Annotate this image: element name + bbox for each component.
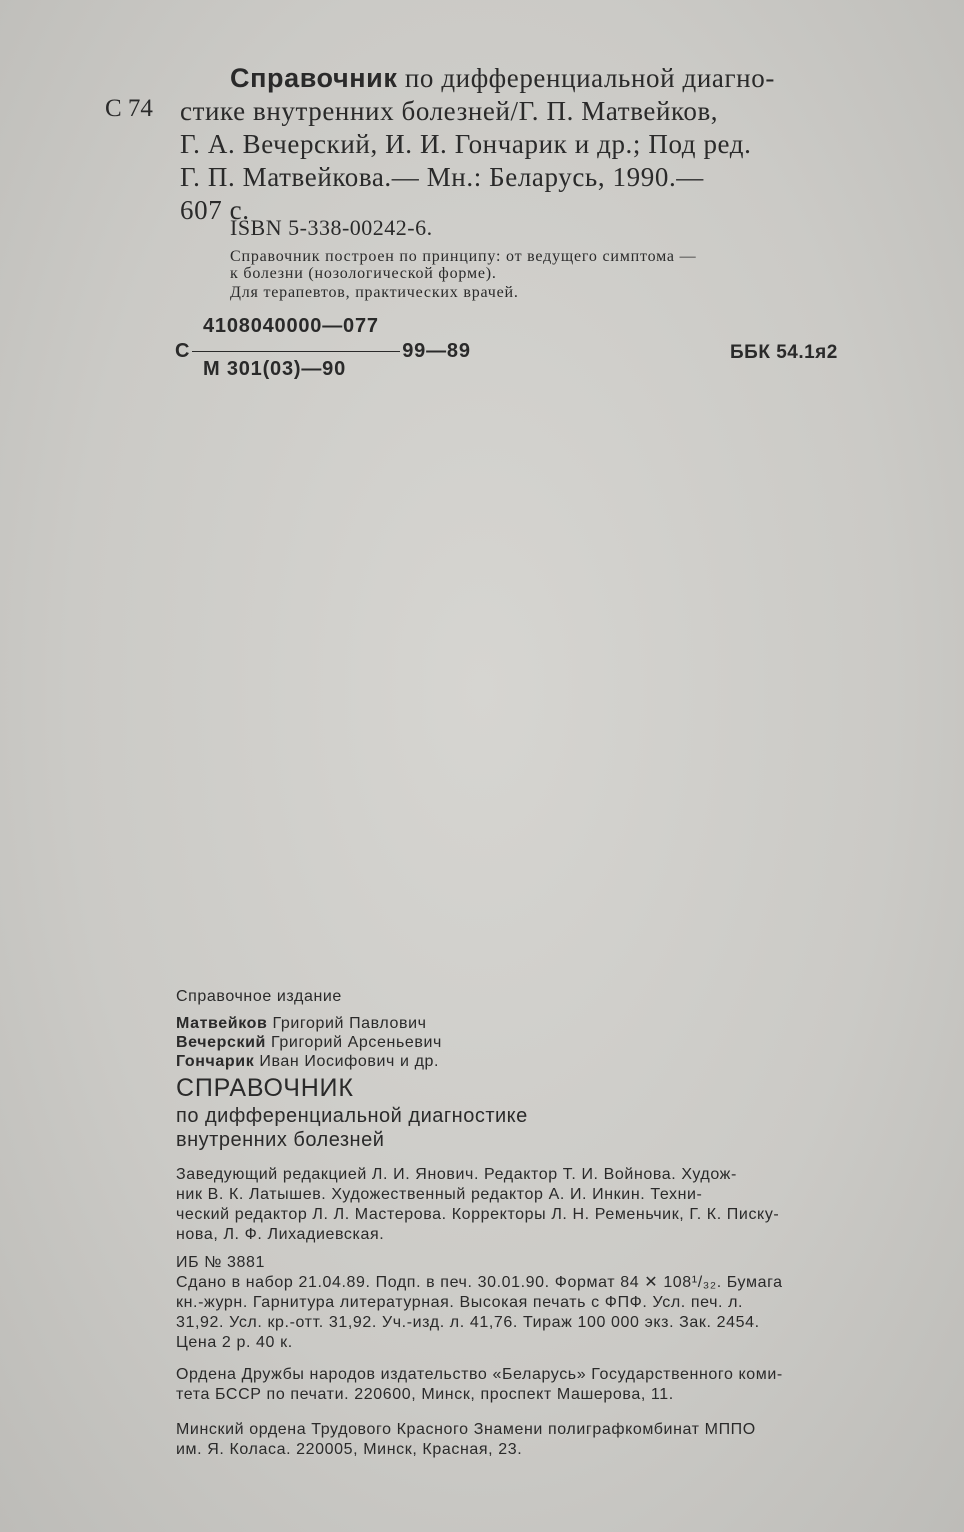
edition-type: Справочное издание — [176, 988, 342, 1005]
entry-line-2: стике внутренних болезней/Г. П. Матвейков, — [180, 96, 719, 126]
code-suffix: 99—89 — [402, 340, 471, 362]
entry-line-1 — [180, 62, 870, 95]
author-2-surname: Вечерский — [176, 1034, 266, 1051]
isbn: ISBN 5-338-00242-6. — [230, 215, 433, 240]
author-3-surname: Гончарик — [176, 1053, 255, 1070]
entry-line-5: 607 с. — [180, 195, 250, 225]
printer-info — [176, 1420, 886, 1460]
staff-line: нова, Л. Ф. Лихадиевская. — [176, 1226, 385, 1243]
bibliographic-entry — [180, 62, 870, 227]
print-line: 31,92. Усл. кр.-отт. 31,92. Уч.-изд. л. 41,76. Тираж 100 000 экз. Зак. 2454. — [176, 1314, 760, 1331]
catalog-number: С 74 — [105, 95, 153, 122]
print-info — [176, 1253, 886, 1353]
print-line: Сдано в набор 21.04.89. Подп. в печ. 30.01.90. Формат 84 ✕ 108¹/₃₂. Бумага — [176, 1274, 783, 1291]
annotation-line-1b: к болезни (нозологической форме). — [230, 265, 497, 282]
code-rule — [192, 351, 400, 352]
publisher-line: Ордена Дружбы народов издательство «Беларусь» Государственного коми- — [176, 1366, 783, 1383]
colophon-subtitle — [176, 1104, 528, 1152]
author-3 — [176, 1052, 439, 1072]
publisher-line: тета БССР по печати. 220600, Минск, проспект Машерова, 11. — [176, 1386, 674, 1403]
print-line: кн.-журн. Гарнитура литературная. Высокая печать с ФПФ. Усл. печ. л. — [176, 1294, 744, 1311]
entry-line-1-rest: по дифференциальной диагно- — [397, 63, 775, 93]
author-2-names: Григорий Арсеньевич — [266, 1034, 442, 1051]
code-line-3: М 301(03)—90 — [203, 358, 346, 380]
colophon-title: СПРАВОЧНИК — [176, 1074, 354, 1102]
printer-line: Минский ордена Трудового Красного Знамени полиграфкомбинат МППО — [176, 1421, 756, 1438]
staff-line: Заведующий редакцией Л. И. Янович. Редактор Т. И. Войнова. Худож- — [176, 1166, 737, 1183]
subtitle-line-1: по дифференциальной диагностике — [176, 1105, 528, 1127]
bbk-code: ББК 54.1я2 — [730, 342, 838, 363]
staff-line: ник В. К. Латышев. Художественный редактор А. И. Инкин. Техни- — [176, 1186, 703, 1203]
code-letter: С — [175, 340, 191, 362]
code-line-1: 4108040000—077 — [203, 315, 379, 337]
entry-line-3: Г. А. Вечерский, И. И. Гончарик и др.; Под ред. — [180, 129, 752, 159]
annotation-line-1: Справочник построен по принципу: от ведущего симптома — — [230, 248, 697, 265]
subtitle-line-2: внутренних болезней — [176, 1129, 385, 1151]
entry-title-bold: Справочник — [230, 63, 398, 93]
author-2 — [176, 1033, 442, 1053]
publisher-info — [176, 1365, 886, 1405]
staff-line: ческий редактор Л. Л. Мастерова. Корректоры Л. Н. Ременьчик, Г. К. Пиcку- — [176, 1206, 780, 1223]
author-1-surname: Матвейков — [176, 1015, 268, 1032]
annotation-line-2: Для терапевтов, практических врачей. — [230, 284, 519, 301]
print-line: ИБ № 3881 — [176, 1254, 266, 1271]
staff-credits — [176, 1165, 886, 1245]
author-1 — [176, 1014, 427, 1034]
entry-line-4: Г. П. Матвейкова.— Мн.: Беларусь, 1990.— — [180, 162, 704, 192]
author-1-names: Григорий Павлович — [267, 1015, 427, 1032]
printer-line: им. Я. Коласа. 220005, Минск, Красная, 23. — [176, 1441, 523, 1458]
print-line: Цена 2 р. 40 к. — [176, 1334, 293, 1351]
author-3-names: Иван Иосифович и др. — [254, 1053, 440, 1070]
